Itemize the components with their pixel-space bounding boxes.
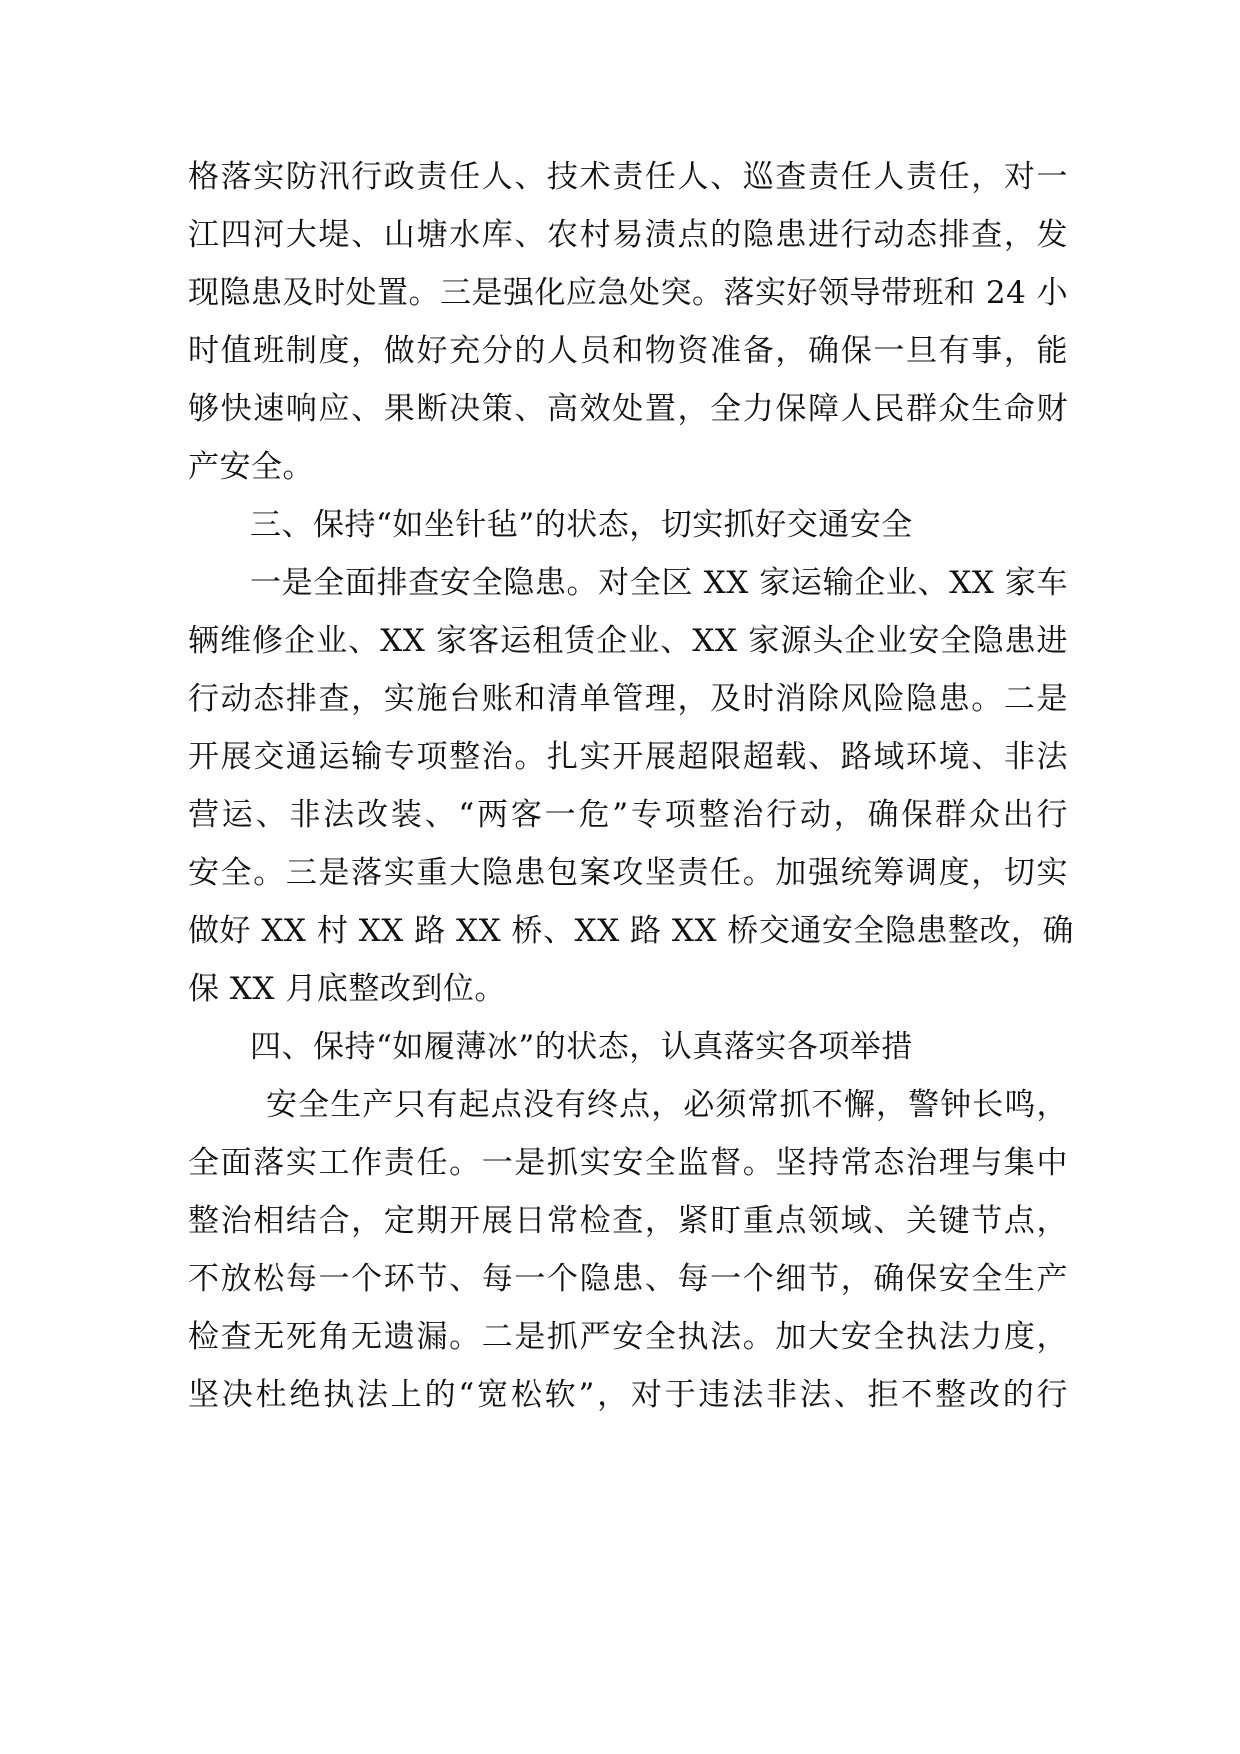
text-line: 坚决杜绝执法上的“宽松软”，对于违法非法、拒不整改的行 [188, 1377, 1068, 1413]
text-line: 辆维修企业、XX 家客运租赁企业、XX 家源头企业安全隐患进 [188, 623, 1068, 659]
text-line: 产安全。 [188, 449, 314, 485]
text-line: 时值班制度，做好充分的人员和物资准备，确保一旦有事，能 [188, 333, 1068, 369]
text-line: 全面落实工作责任。一是抓实安全监督。坚持常态治理与集中 [188, 1145, 1068, 1181]
section-heading: 三、保持“如坐针毡”的状态，切实抓好交通安全 [250, 507, 913, 543]
text-line: 开展交通运输专项整治。扎实开展超限超载、路域环境、非法 [188, 739, 1068, 775]
text-line: 安全。三是落实重大隐患包案攻坚责任。加强统筹调度，切实 [188, 855, 1068, 891]
text-line: 做好 XX 村 XX 路 XX 桥、XX 路 XX 桥交通安全隐患整改，确 [188, 913, 1074, 949]
text-line: 检查无死角无遗漏。二是抓严安全执法。加大安全执法力度， [188, 1319, 1068, 1355]
text-line: 现隐患及时处置。三是强化应急处突。落实好领导带班和 24 小 [188, 275, 1069, 311]
text-line: 够快速响应、果断决策、高效处置，全力保障人民群众生命财 [188, 391, 1068, 427]
text-line: 保 XX 月底整改到位。 [188, 971, 506, 1007]
text-line: 整治相结合，定期开展日常检查，紧盯重点领域、关键节点， [188, 1203, 1068, 1239]
text-line: 江四河大堤、山塘水库、农村易渍点的隐患进行动态排查，发 [188, 217, 1068, 253]
text-line: 格落实防汛行政责任人、技术责任人、巡查责任人责任，对一 [188, 159, 1068, 195]
text-line: 不放松每一个环节、每一个隐患、每一个细节，确保安全生产 [188, 1261, 1068, 1297]
text-line: 安全生产只有起点没有终点，必须常抓不懈，警钟长鸣， [266, 1087, 1068, 1123]
section-heading: 四、保持“如履薄冰”的状态，认真落实各项举措 [250, 1029, 913, 1065]
text-line: 一是全面排查安全隐患。对全区 XX 家运输企业、XX 家车 [250, 565, 1068, 601]
text-line: 行动态排查，实施台账和清单管理，及时消除风险隐患。二是 [188, 681, 1068, 717]
text-line: 营运、非法改装、“两客一危”专项整治行动，确保群众出行 [188, 797, 1068, 833]
